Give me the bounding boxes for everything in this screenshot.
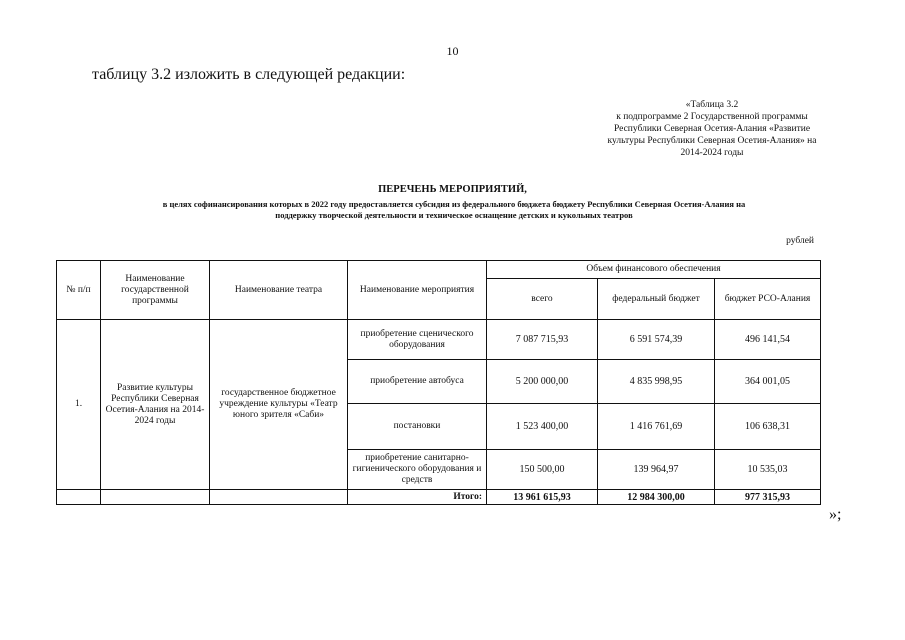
header-federal: федеральный бюджет — [598, 279, 715, 320]
activity-cell: приобретение санитарно-гигиенического оборудования и средств — [348, 450, 487, 490]
total-cell: 150 500,00 — [487, 450, 598, 490]
federal-cell: 139 964,97 — [598, 450, 715, 490]
header-program: Наименование государственной программы — [101, 261, 210, 320]
federal-cell: 1 416 761,69 — [598, 404, 715, 450]
table-reference-line: культуры Республики Северная Осетия-Алания» на — [607, 136, 817, 146]
federal-cell: 4 835 998,95 — [598, 360, 715, 404]
activity-cell: приобретение сценического оборудования — [348, 320, 487, 360]
entry-program: Развитие культуры Республики Северная Осетия-Алания на 2014-2024 годы — [101, 320, 210, 490]
activity-cell: постановки — [348, 404, 487, 450]
regional-cell: 496 141,54 — [715, 320, 821, 360]
table-reference — [586, 99, 838, 159]
page-number: 10 — [446, 44, 459, 58]
empty-cell — [101, 490, 210, 505]
totals-label: Итого: — [348, 490, 487, 505]
subtitle-line: поддержку творческой деятельности и техническое оснащение детских и кукольных театров — [275, 210, 633, 220]
units-label: рублей — [786, 236, 814, 246]
closing-quote: »; — [829, 506, 842, 523]
header-funding: Объем финансового обеспечения — [487, 261, 821, 279]
empty-cell — [57, 490, 101, 505]
grand-total-cell: 13 961 615,93 — [487, 490, 598, 505]
federal-cell: 6 591 574,39 — [598, 320, 715, 360]
total-cell: 1 523 400,00 — [487, 404, 598, 450]
total-cell: 5 200 000,00 — [487, 360, 598, 404]
regional-cell: 10 535,03 — [715, 450, 821, 490]
table-reference-line: к подпрограмме 2 Государственной программы — [616, 112, 808, 122]
document-title: ПЕРЕЧЕНЬ МЕРОПРИЯТИЙ, — [378, 184, 527, 195]
table-reference-line: 2014-2024 годы — [680, 148, 744, 158]
total-cell: 7 087 715,93 — [487, 320, 598, 360]
table-reference-line: «Таблица 3.2 — [685, 100, 739, 110]
entry-num: 1. — [57, 320, 101, 490]
document-subtitle — [44, 199, 864, 221]
header-total: всего — [487, 279, 598, 320]
table-row — [57, 320, 821, 360]
activity-cell: приобретение автобуса — [348, 360, 487, 404]
empty-cell — [210, 490, 348, 505]
federal-total-cell: 12 984 300,00 — [598, 490, 715, 505]
table-reference-line: Республики Северная Осетия-Алания «Развитие — [613, 124, 811, 134]
totals-row — [57, 490, 821, 505]
header-theatre: Наименование театра — [210, 261, 348, 320]
header-activity: Наименование мероприятия — [348, 261, 487, 320]
header-num: № п/п — [57, 261, 101, 320]
regional-total-cell: 977 315,93 — [715, 490, 821, 505]
header-regional: бюджет РСО-Алания — [715, 279, 821, 320]
intro-text: таблицу 3.2 изложить в следующей редакции: — [92, 66, 406, 83]
regional-cell: 364 001,05 — [715, 360, 821, 404]
entry-theatre: государственное бюджетное учреждение культуры «Театр юного зрителя «Саби» — [210, 320, 348, 490]
regional-cell: 106 638,31 — [715, 404, 821, 450]
funding-table — [56, 260, 821, 505]
header-row — [57, 261, 821, 279]
subtitle-line: в целях софинансирования которых в 2022 году предоставляется субсидия из федерального бюджета бюджету Республики Северная Осетия-Алания на — [162, 199, 746, 209]
